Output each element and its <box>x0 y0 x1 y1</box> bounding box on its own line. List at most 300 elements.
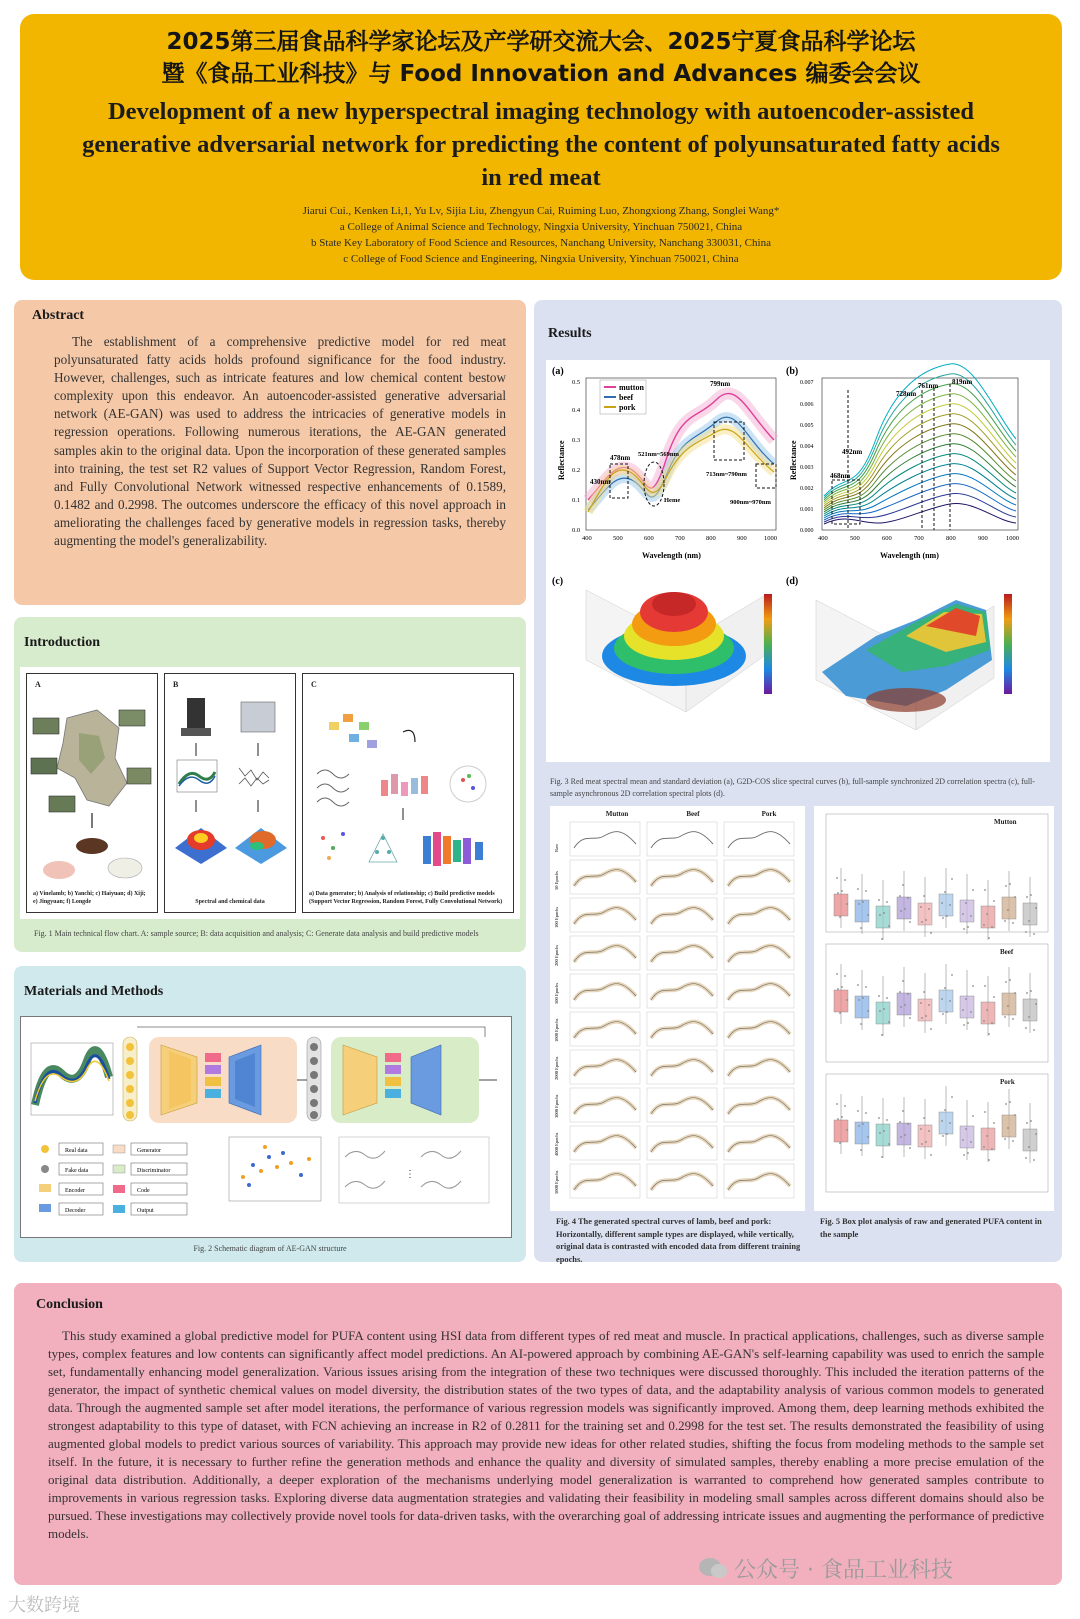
fig5-dot <box>860 1149 862 1151</box>
fig5-dot <box>886 1119 888 1121</box>
fig5-dot <box>991 1022 993 1024</box>
annotation-900-970nm: 900nm~970nm <box>730 499 771 506</box>
fig5-box <box>981 1002 995 1024</box>
legend-encoder: Encoder <box>65 1188 85 1194</box>
fig5-dot <box>1028 1146 1030 1148</box>
fig5-dot <box>963 928 965 930</box>
fig5-dot <box>862 997 864 999</box>
fig5-dot <box>993 1122 995 1124</box>
fig5-dot <box>858 903 860 905</box>
fig5-dot <box>991 1148 993 1150</box>
fig5-dot <box>946 915 948 917</box>
fig5-dot <box>1014 896 1016 898</box>
fig5-dot <box>1014 1114 1016 1116</box>
fig3a-label: (a) <box>552 366 564 377</box>
fig5-box <box>1002 993 1016 1015</box>
fig1-panel-c-label: C <box>311 680 317 689</box>
fig4-row-label: 500 Epochs <box>554 982 559 1004</box>
fig3b-ytick: 0.005 <box>800 423 814 429</box>
fig5-dot <box>836 973 838 975</box>
figure-2-ae-gan-diagram <box>20 1016 512 1238</box>
fig4-row-label: 1000 Epochs <box>554 1018 559 1042</box>
fig3b-ytick: 0.004 <box>800 444 814 450</box>
fig4-row-label: 3000 Epochs <box>554 1094 559 1118</box>
fig5-dot <box>909 1147 911 1149</box>
fig5-dot <box>878 899 880 901</box>
fig3a-ytick: 0.3 <box>572 437 581 444</box>
fig5-dot <box>946 1011 948 1013</box>
fig3b-label: (b) <box>786 366 799 377</box>
affiliation-b: b State Key Laboratory of Food Science and Resources, Nanchang University, Nanchang 330031, China <box>311 237 771 249</box>
fig5-dot <box>1009 1101 1011 1103</box>
fig5-dot <box>930 932 932 934</box>
fig5-dot <box>1026 992 1028 994</box>
fig5-dot <box>857 888 859 890</box>
fig4-cell <box>647 822 717 856</box>
fig5-dot <box>944 1109 946 1111</box>
fig5-dot <box>860 1023 862 1025</box>
fig5-dot <box>993 996 995 998</box>
fig5-dot <box>878 995 880 997</box>
fig5-dot <box>1033 1159 1035 1161</box>
fig5-dot <box>837 1118 839 1120</box>
fig3d-label: (d) <box>786 576 799 587</box>
fig5-dot <box>1035 907 1037 909</box>
synchronous-2d-correlation-surface <box>586 590 772 712</box>
results-heading: Results <box>548 326 592 341</box>
fig5-dot <box>900 1006 902 1008</box>
fig5-dot <box>928 908 930 910</box>
fig5-dot <box>846 999 848 1001</box>
fig3a-xticks <box>582 535 777 542</box>
fig1-panel-b-caption: Spectral and chemical data <box>195 899 265 905</box>
fig5-dot <box>986 1135 988 1137</box>
fig5-dot <box>962 1009 964 1011</box>
fig5-dot <box>1026 896 1028 898</box>
fig5-box <box>1023 903 1037 925</box>
fig5-dot <box>983 924 985 926</box>
fig5-dot <box>904 1134 906 1136</box>
conclusion-text: This study examined a global predictive model for PUFA content using HSI data from different types of red meat and muscle. In practical applications, challenges, such as diverse sample types, complex features and low contents can significantly affect model predictions. An AI-powered approach by combining AE-GAN's self-learning capability was used to enrich the sample set, fundamentally enhancing model generalization. Various issues arising from the integration of these two techniques were discussed thoroughly. This included the iteration patterns of the generator, the impact of synthetic chemical values on model diversity, the distribution states of the two types of data, and the adaptability analysis of various common models to generated data. Through the augmented sample set after model iterations, the performance of various regression models was significantly improved. Among them, deep learning methods exhibited the strongest adaptability to this type of dataset, with FCN achieving an increase in R2 of 0.2811 for the training set and 0.2998 for the test set. The results demonstrated the feasibility of using augmented global models to predict various sources of variability. This approach may provide new ideas for other related studies, shifting the focus from modeling methods to the sample set itself. In the future, it is necessary to further refine the generation methods and enhance the quality and diversity of simulated samples, thereby enabling a more precise emulation of the original data distribution. Additionally, a deeper exploration of the mechanisms underlying model generalization is warranted to comprehend how generated samples contribute to improvements in various regression tasks. Exploring diverse data augmentation strategies and validating their feasibility in modeling small samples across different domains should also be pursued. These investigations may collectively provide novel tools for data-driven tasks, with the overarching goal of addressing intricate issues and augmenting the performance of predictive models. <box>48 1328 1044 1541</box>
fig3b-xtick: 600 <box>882 535 892 542</box>
fig5-box <box>897 897 911 919</box>
fig3b-ytick: 0.002 <box>800 486 814 492</box>
fig5-dot <box>1005 981 1007 983</box>
fig5-dot <box>951 878 953 880</box>
annotation-799nm: 799nm <box>710 380 731 388</box>
fig5-dot <box>841 890 843 892</box>
fig5-dot <box>920 906 922 908</box>
abstract-heading: Abstract <box>32 308 85 323</box>
fig3a-xtick: 1000 <box>764 535 777 542</box>
conference-title-line2: 暨《食品工业科技》与 Food Innovation and Advances 编委会会议 <box>161 61 921 87</box>
fig5-box <box>855 996 869 1018</box>
fig5-dot <box>928 1130 930 1132</box>
fig3a-ytick: 0.0 <box>572 527 581 534</box>
fig5-dot <box>886 901 888 903</box>
fig4-row-label: 100 Epochs <box>554 906 559 928</box>
figure-4-generated-spectra-grid <box>550 806 805 1211</box>
fig5-box <box>897 993 911 1015</box>
figure-5-caption: Fig. 5 Box plot analysis of raw and generated PUFA content in the sample <box>820 1217 1042 1239</box>
fig5-dot <box>946 1133 948 1135</box>
fig5-dot <box>930 1154 932 1156</box>
fig5-dot <box>984 889 986 891</box>
fig5-box-plot-panels <box>814 806 1054 1211</box>
author-list: Jiarui Cui., Kenken Li,1, Yu Lv, Sijia Liu, Zhengyun Cai, Ruiming Luo, Zhongxiong Zhang, Songlei Wang* <box>302 205 780 217</box>
fig5-dot <box>967 1022 969 1024</box>
fig5-dot <box>970 1141 972 1143</box>
fig5-box <box>960 996 974 1018</box>
fig5-dot <box>1012 922 1014 924</box>
introduction-panel <box>14 617 526 952</box>
fig5-box <box>960 1126 974 1148</box>
annotation-713-790nm: 713nm~790nm <box>706 471 747 478</box>
fig5-dot <box>920 1002 922 1004</box>
fig3b-xtick: 400 <box>818 535 828 542</box>
legend-discriminator: Discriminator <box>137 1168 171 1174</box>
fig5-dot <box>909 1017 911 1019</box>
fig5-dot <box>991 926 993 928</box>
fig5-box <box>834 894 848 916</box>
legend-decoder: Decoder <box>65 1208 86 1214</box>
fig5-dot <box>983 1146 985 1148</box>
fig3b-ytick: 0.006 <box>800 402 814 408</box>
fig5-dot <box>1009 979 1011 981</box>
fig3a-xtick: 500 <box>613 535 623 542</box>
legend-generator: Generator <box>137 1148 161 1154</box>
fig5-dot <box>986 913 988 915</box>
fig1-panel-a-label: A <box>35 680 41 689</box>
introduction-heading: Introduction <box>24 635 100 650</box>
fig5-dot <box>839 1142 841 1144</box>
fig3a-ytick: 0.1 <box>572 497 581 504</box>
fig5-dot <box>1028 1016 1030 1018</box>
fig5-dot <box>879 1132 881 1134</box>
annotation-430nm: 430nm <box>590 478 611 486</box>
fig3a-xtick: 900 <box>737 535 747 542</box>
ae-gan-architecture-diagram <box>21 1017 511 1237</box>
fig5-dot <box>986 1009 988 1011</box>
fig5-dot <box>881 938 883 940</box>
fig5-dot <box>846 903 848 905</box>
watermark-left-text: 大数跨境 <box>8 1595 80 1616</box>
fig3b-ytick: 0.000 <box>800 528 814 534</box>
fig3a-xtick: 600 <box>644 535 654 542</box>
figure-3-caption: Fig. 3 Red meat spectral mean and standard deviation (a), G2D-COS slice spectral curves (b), full-sample synchronized 2D correlation spectra (c), full-sample asynchronous 2D correlation spectral plots (d). <box>550 777 1035 798</box>
fig3a-ytick: 0.5 <box>572 379 581 386</box>
fig5-dot <box>867 914 869 916</box>
fig5-label-mutton: Mutton <box>994 818 1017 826</box>
fig5-dot <box>951 974 953 976</box>
figure-5-box-plots <box>814 806 1054 1211</box>
fig5-box <box>981 1128 995 1150</box>
fig5-dot <box>1007 1127 1009 1129</box>
fig3a-xtick: 700 <box>675 535 685 542</box>
fig5-dot <box>972 985 974 987</box>
fig5-dot <box>965 998 967 1000</box>
legend-fake-data: Fake data <box>65 1168 89 1174</box>
fig5-box <box>876 1002 890 1024</box>
fig5-dot <box>881 1034 883 1036</box>
fig5-box <box>876 906 890 928</box>
fig5-dot <box>993 900 995 902</box>
fig3c-label: (c) <box>552 576 564 587</box>
fig5-dot <box>942 917 944 919</box>
fig3a-xtick: 400 <box>582 535 592 542</box>
fig3b-xtick: 800 <box>946 535 956 542</box>
fig5-dot <box>857 1110 859 1112</box>
affiliation-c: c College of Food Science and Engineering, Ningxia University, Yinchuan 750021, China <box>343 253 739 265</box>
fig5-dot <box>1035 1003 1037 1005</box>
fig5-dot <box>942 1135 944 1137</box>
conclusion-heading: Conclusion <box>36 1297 103 1312</box>
fig5-box <box>918 999 932 1021</box>
fig5-dot <box>951 1096 953 1098</box>
fig4-row-label: 4000 Epochs <box>554 1132 559 1156</box>
fig4-spectra-cells <box>550 806 805 1211</box>
fig5-box <box>960 900 974 922</box>
fig5-dot <box>886 997 888 999</box>
fig1-panel-a-caption: a) Vinelamb; b) Yanchi; c) Haiyuan; d) Xiji; e) Jingyuan; f) Longde <box>33 891 146 905</box>
fig5-dot <box>837 892 839 894</box>
fig5-dot <box>900 1136 902 1138</box>
fig5-dot <box>1009 883 1011 885</box>
fig5-dot <box>1033 933 1035 935</box>
fig5-dot <box>1005 885 1007 887</box>
modeling-pipeline-illustration <box>303 688 513 888</box>
fig5-dot <box>883 1130 885 1132</box>
fig5-dot <box>1035 1133 1037 1135</box>
fig1-panel-b-label: B <box>173 680 179 689</box>
fig5-dot <box>839 916 841 918</box>
fig5-dot <box>970 1011 972 1013</box>
fig5-box <box>855 900 869 922</box>
fig5-dot <box>1007 909 1009 911</box>
fig5-dot <box>972 1115 974 1117</box>
fig5-dot <box>1033 1029 1035 1031</box>
fig5-dot <box>988 1033 990 1035</box>
annotation-819nm: 819nm <box>952 378 973 386</box>
fig5-dot <box>1025 1027 1027 1029</box>
fig5-dot <box>962 1139 964 1141</box>
fig5-dot <box>888 925 890 927</box>
fig5-dot <box>888 1143 890 1145</box>
fig5-dot <box>907 897 909 899</box>
fig5-dot <box>949 1000 951 1002</box>
fig5-dot <box>844 879 846 881</box>
fig5-dot <box>923 1117 925 1119</box>
fig5-dot <box>858 1125 860 1127</box>
figure-1-flowchart <box>20 667 520 919</box>
fig5-dot <box>963 1024 965 1026</box>
fig5-dot <box>965 902 967 904</box>
fig3b-xtick: 900 <box>978 535 988 542</box>
fig3b-ytick: 0.007 <box>800 380 814 386</box>
fig5-dot <box>920 1128 922 1130</box>
fig4-row-label: Raw <box>554 843 559 852</box>
fig5-dot <box>949 904 951 906</box>
fig5-dot <box>1007 1005 1009 1007</box>
fig3b-ylabel: Reflectance <box>789 440 798 480</box>
annotation-761nm: 761nm <box>918 382 939 390</box>
fig5-dot <box>862 1123 864 1125</box>
fig5-dot <box>881 1156 883 1158</box>
fig5-dot <box>865 890 867 892</box>
fig5-dot <box>837 988 839 990</box>
fig5-dot <box>909 921 911 923</box>
fig3b-xtick: 500 <box>850 535 860 542</box>
sample-source-map-illustration <box>27 688 157 888</box>
fig5-box <box>939 894 953 916</box>
fig5-dot <box>930 1028 932 1030</box>
fig5-dot <box>907 993 909 995</box>
fig5-dot <box>1004 1016 1006 1018</box>
legend-beef: beef <box>619 393 634 402</box>
fig5-dot <box>921 921 923 923</box>
fig5-box <box>939 990 953 1012</box>
fig3b-xlabel: Wavelength (nm) <box>880 551 939 560</box>
poster-header <box>20 14 1062 280</box>
fig5-dot <box>857 984 859 986</box>
fig5-box <box>1023 999 1037 1021</box>
fig5-dot <box>1004 1138 1006 1140</box>
watermark-left <box>8 1591 80 1617</box>
fig5-dot <box>963 1154 965 1156</box>
fig3a-ylabel: Reflectance <box>557 440 566 480</box>
figure-3-panels <box>546 360 1050 762</box>
fig5-dot <box>907 1123 909 1125</box>
fig5-dot <box>941 902 943 904</box>
legend-code: Code <box>137 1188 150 1194</box>
fig5-dot <box>841 1116 843 1118</box>
fig5-dot <box>879 914 881 916</box>
fig5-box <box>855 1122 869 1144</box>
svg-text:⋮: ⋮ <box>405 1169 415 1180</box>
fig5-dot <box>962 913 964 915</box>
fig5-box <box>918 1125 932 1147</box>
fig5-dot <box>1014 992 1016 994</box>
fig5-dot <box>972 889 974 891</box>
fig5-label-pork: Pork <box>1000 1078 1015 1086</box>
fig5-dot <box>1012 1140 1014 1142</box>
fig5-dot <box>944 987 946 989</box>
paper-title: Development of a new hyperspectral imaging technology with autoencoder-assisted generative adversarial network for predicting the content of polyunsaturated fatty acids in red meat <box>82 98 1000 191</box>
fig5-dot <box>1025 931 1027 933</box>
affiliation-a: a College of Animal Science and Technology, Ningxia University, Yinchuan 750021, China <box>339 221 743 233</box>
fig5-dot <box>941 998 943 1000</box>
figure-3-spectral-analysis <box>546 360 1050 762</box>
materials-methods-heading: Materials and Methods <box>24 984 164 999</box>
fig5-dot <box>1012 1018 1014 1020</box>
fig3b-xtick: 700 <box>914 535 924 542</box>
fig3a-xlabel: Wavelength (nm) <box>642 551 701 560</box>
fig5-dot <box>1005 1103 1007 1105</box>
annotation-492nm: 492nm <box>842 448 863 456</box>
fig5-box <box>897 1123 911 1145</box>
fig5-dot <box>841 986 843 988</box>
fig4-header-mutton: Mutton <box>605 810 629 818</box>
fig1-panel-c <box>302 673 514 913</box>
figure-1-caption: Fig. 1 Main technical flow chart. A: sample source; B: data acquisition and analysis; C: Generate data analysis and build predictive models <box>34 929 479 938</box>
annotation-468nm: 468nm <box>830 472 851 480</box>
materials-methods-panel <box>14 966 526 1262</box>
fig3a-ytick: 0.4 <box>572 407 581 414</box>
conference-title-line1: 2025第三届食品科学家论坛及产学研交流大会、2025宁夏食品科学论坛 <box>166 29 916 55</box>
fig5-dot <box>983 1020 985 1022</box>
fig5-dot <box>1026 1122 1028 1124</box>
wechat-icon <box>698 1556 728 1586</box>
annotation-heme: Heme <box>664 497 681 504</box>
fig5-dot <box>839 1012 841 1014</box>
results-panel <box>534 300 1062 1262</box>
fig5-dot <box>1030 894 1032 896</box>
figure-2-caption: Fig. 2 Schematic diagram of AE-GAN structure <box>193 1244 347 1253</box>
fig5-box <box>876 1124 890 1146</box>
abstract-text: The establishment of a comprehensive predictive model for red meat polyunsaturated fatty acids holds profound significance for the food industry. However, challenges, such as intricate features and low chemical content bestow complexity upon this endeavor. An autoencoder-assisted generative adversarial network (AE-GAN) was used to address the intricacies of generative models in regression operations. Following numerous iterations, the AE-GAN generated samples akin to the original data. Upon the incorporation of these generated samples into training, the test set R2 values of Support Vector Regression, Random Forest, and Fully Convolutional Network witnessed respective enhancements of 0.1589, 0.1482 and 0.2998. The outcomes underscore the efficacy of this novel approach in ameliorating the challenges faced by generative models in regression tasks, thereby augmenting the model's generalizability. <box>54 334 506 549</box>
fig5-dot <box>900 910 902 912</box>
fig5-dot <box>942 1013 944 1015</box>
fig5-dot <box>925 919 927 921</box>
fig5-dot <box>967 926 969 928</box>
fig5-dot <box>865 986 867 988</box>
fig5-dot <box>988 1159 990 1161</box>
fig5-dot <box>867 1136 869 1138</box>
fig4-row-label: 50 Epochs <box>554 871 559 890</box>
fig5-dot <box>988 937 990 939</box>
fig5-dot <box>923 895 925 897</box>
fig3a-ytick: 0.2 <box>572 467 581 474</box>
fig5-dot <box>846 1129 848 1131</box>
fig5-dot <box>921 1017 923 1019</box>
fig5-dot <box>899 991 901 993</box>
fig5-dot <box>888 1021 890 1023</box>
fig5-dot <box>836 877 838 879</box>
fig5-dot <box>867 1010 869 1012</box>
fig3b-ytick: 0.003 <box>800 465 814 471</box>
watermark-right-text: 公众号 · 食品工业科技 <box>734 1558 953 1583</box>
fig5-dot <box>860 927 862 929</box>
fig5-dot <box>904 1004 906 1006</box>
fig5-box <box>939 1112 953 1134</box>
fig4-row-label: 2000 Epochs <box>554 1056 559 1080</box>
fig5-dot <box>925 1015 927 1017</box>
fig1-panel-c-caption: a) Data generator; b) Analysis of relationship; c) Build predictive models (Support Vector Regression, Random Forest, Fully Convolutional Network) <box>309 891 503 905</box>
fig5-dot <box>836 1103 838 1105</box>
fig5-dot <box>984 1111 986 1113</box>
fig5-dot <box>883 1008 885 1010</box>
fig5-box <box>1002 1115 1016 1137</box>
fig5-dot <box>1004 920 1006 922</box>
fig5-dot <box>925 1141 927 1143</box>
fig5-box <box>1002 897 1016 919</box>
fig5-dot <box>1030 990 1032 992</box>
fig3b-xtick: 1000 <box>1006 535 1019 542</box>
fig5-dot <box>902 980 904 982</box>
fig5-dot <box>923 991 925 993</box>
fig3b-xticks <box>818 535 1019 542</box>
conclusion-panel <box>14 1283 1062 1585</box>
annotation-478nm: 478nm <box>610 454 631 462</box>
fig4-header-pork: Pork <box>761 810 777 818</box>
annotation-521-569nm: 521nm~569nm <box>638 451 679 458</box>
fig3a-yticks <box>572 379 581 534</box>
fig5-dot <box>865 1112 867 1114</box>
legend-real-data: Real data <box>65 1148 88 1154</box>
fig5-dot <box>902 1110 904 1112</box>
fig4-header-beef: Beef <box>686 810 700 818</box>
annotation-728nm: 728nm <box>896 390 917 398</box>
